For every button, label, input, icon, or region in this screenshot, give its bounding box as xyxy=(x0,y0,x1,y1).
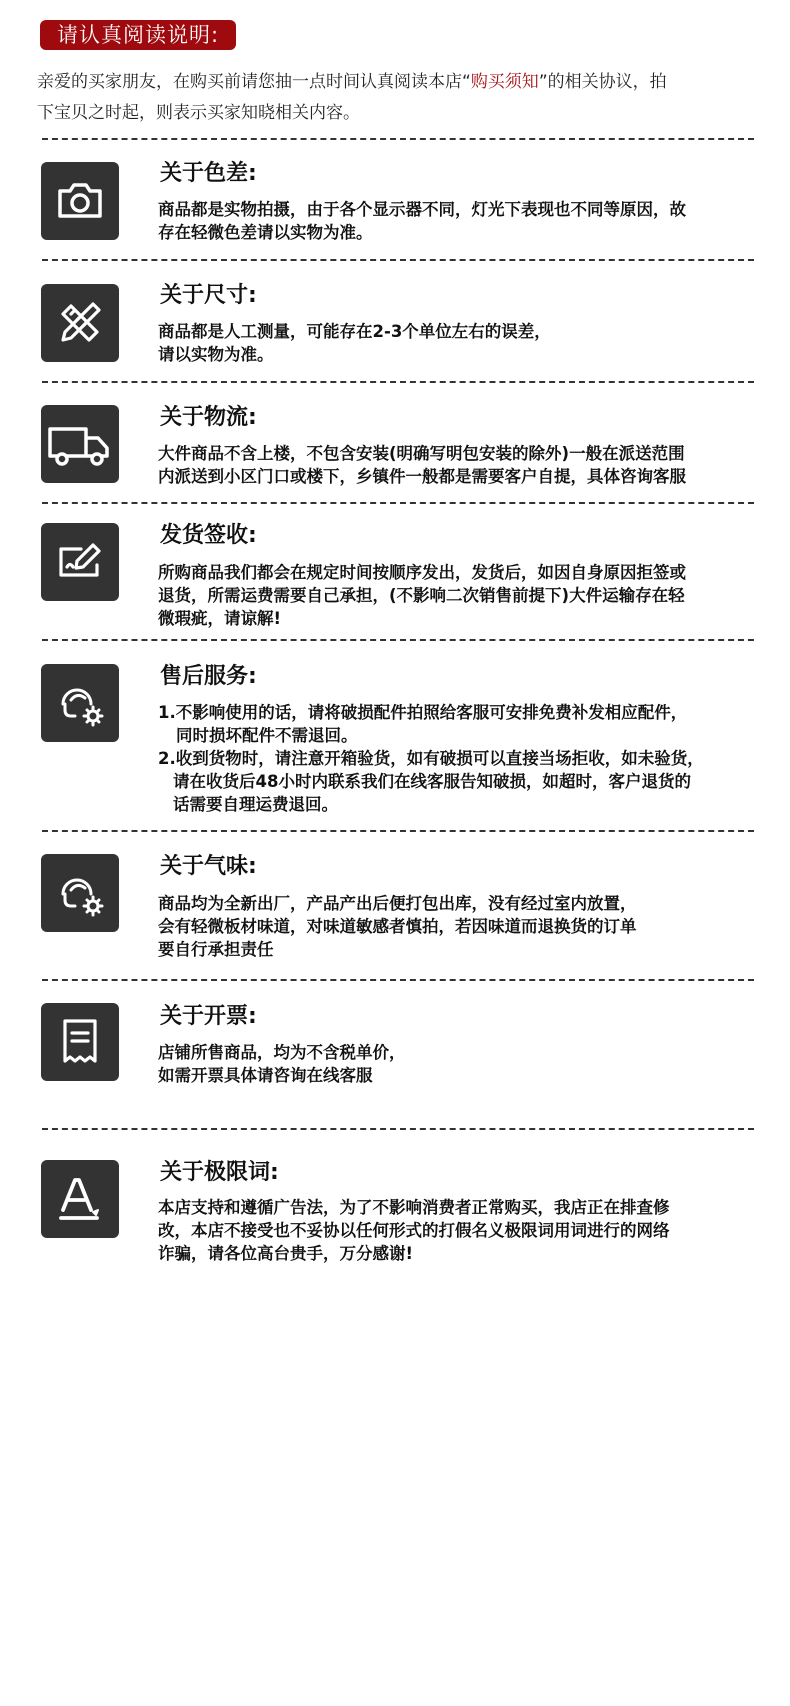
receipt-icon xyxy=(41,1003,119,1081)
intro-paragraph xyxy=(37,67,757,129)
section-body-odor: 商品均为全新出厂，产品产出后便打包出库，没有经过室内放置， 会有轻微板材味道，对味道敏感者慎拍，若因味道而退换货的订单 要自行承担责任 xyxy=(158,894,637,959)
section-title-logistics: 关于物流: xyxy=(160,405,257,430)
section-body-aftersales: 1.不影响使用的话，请将破损配件拍照给客服可安排免费补发相应配件， 同时损坏配件不需退回。 2.收到货物时，请注意开箱验货，如有破损可以直接当场拒收，如未验货， 请在收货后48小时内联系我们在线客服告知破损，如超时，客户退货的 话需要自理运费退回。 xyxy=(158,703,704,814)
ruler-pencil-icon xyxy=(41,284,119,362)
section-body-color: 商品都是实物拍摄，由于各个显示器不同，灯光下表现也不同等原因，故 存在轻微色差请以实物为准。 xyxy=(158,200,686,242)
dashed-divider xyxy=(42,502,754,504)
section-title-aftersales: 售后服务: xyxy=(160,664,257,689)
dashed-divider xyxy=(42,830,754,832)
section-title-restricted-words: 关于极限词: xyxy=(160,1160,279,1185)
notice-badge: 请认真阅读说明: xyxy=(40,20,236,50)
section-body-shipping: 所购商品我们都会在规定时间按顺序发出，发货后，如因自身原因拒签或 退货，所需运费需要自己承担，(不影响二次销售前提下)大件运输存在轻 微瑕疵，请谅解! xyxy=(158,563,686,628)
dashed-divider xyxy=(42,979,754,981)
section-body-restricted-words: 本店支持和遵循广告法，为了不影响消费者正常购买，我店正在排查修 改，本店不接受也不妥协以任何形式的打假名义极限词用词进行的网络 诈骗，请各位高台贵手，万分感谢! xyxy=(158,1198,670,1263)
dashed-divider xyxy=(42,259,754,261)
text-a-icon xyxy=(41,1160,119,1238)
dashed-divider xyxy=(42,639,754,641)
dashed-divider xyxy=(42,1128,754,1130)
section-body-logistics: 大件商品不含上楼，不包含安装(明确写明包安装的除外)一般在派送范围 内派送到小区门口或楼下，乡镇件一般都是需要客户自提，具体咨询客服 xyxy=(158,444,686,486)
section-title-shipping: 发货签收: xyxy=(160,523,257,548)
intro-line-1: 亲爱的买家朋友，在购买前请您抽一点时间认真阅读本店“购买须知”的相关协议，拍 xyxy=(37,72,667,92)
section-title-odor: 关于气味: xyxy=(160,854,257,879)
section-title-color: 关于色差: xyxy=(160,161,257,186)
support-gear-icon xyxy=(41,854,119,932)
camera-icon xyxy=(41,162,119,240)
section-title-size: 关于尺寸: xyxy=(160,283,257,308)
section-title-invoice: 关于开票: xyxy=(160,1004,257,1029)
intro-line-2: 下宝贝之时起，则表示买家知晓相关内容。 xyxy=(37,103,360,123)
section-body-size: 商品都是人工测量，可能存在2-3个单位左右的误差， 请以实物为准。 xyxy=(158,322,551,364)
dashed-divider xyxy=(42,138,754,140)
section-body-invoice: 店铺所售商品，均为不含税单价， 如需开票具体请咨询在线客服 xyxy=(158,1043,406,1085)
support-gear-icon xyxy=(41,664,119,742)
intro-highlight: 购买须知 xyxy=(470,72,539,92)
dashed-divider xyxy=(42,381,754,383)
sign-icon xyxy=(41,523,119,601)
truck-icon xyxy=(41,405,119,483)
